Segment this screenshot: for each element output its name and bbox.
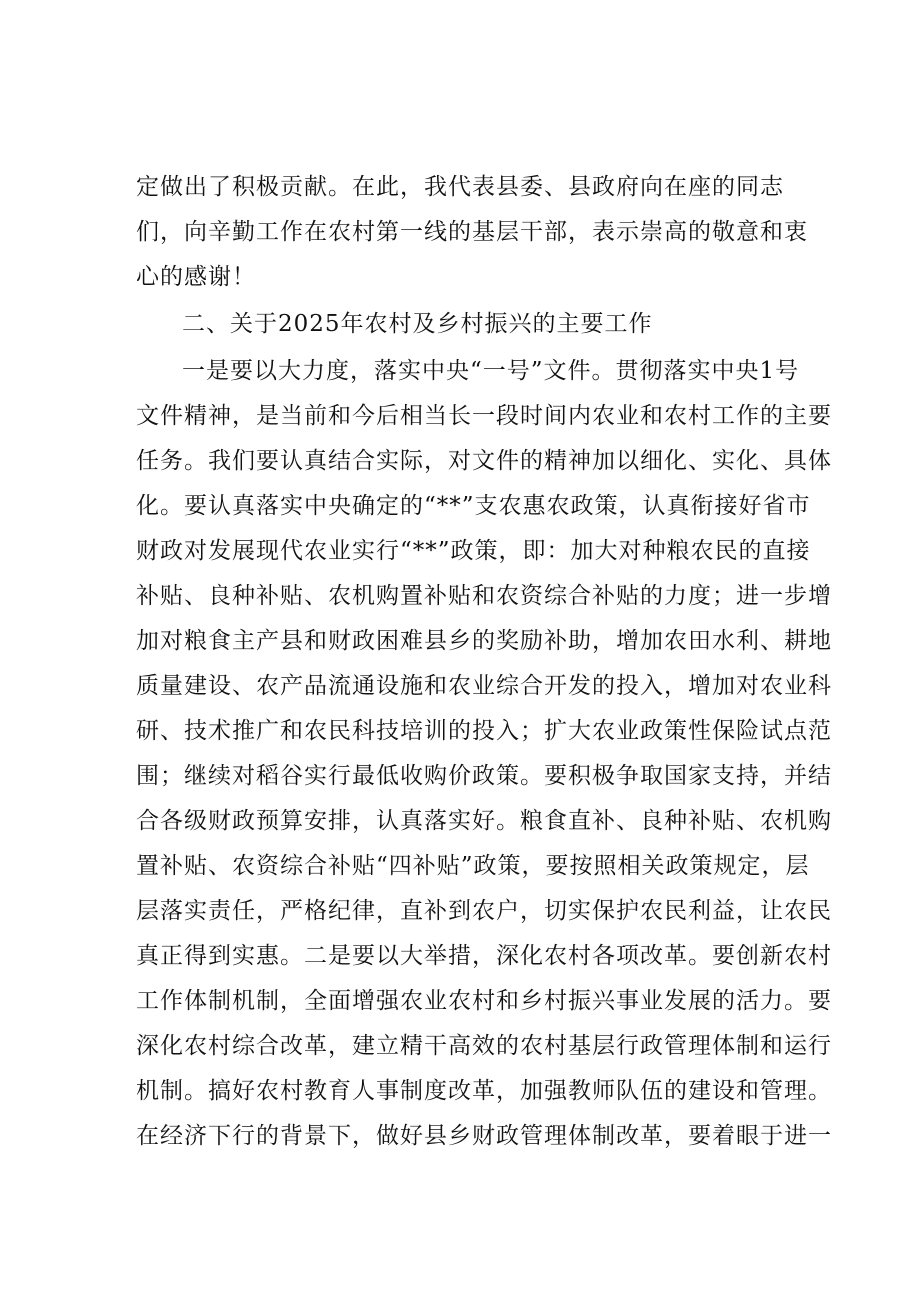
text-line: 围；继续对稻谷实行最低收购价政策。要积极争取国家支持，并结 xyxy=(136,763,832,789)
text-line: 文件精神，是当前和今后相当长一段时间内农业和农村工作的主要 xyxy=(136,403,832,429)
text-line: 财政对发展现代农业实行“**”政策，即：加大对种粮农民的直接 xyxy=(136,538,811,564)
body-paragraph xyxy=(136,349,832,1159)
section-heading-block xyxy=(136,302,800,347)
text-line: 在经济下行的背景下，做好县乡财政管理体制改革，要着眼于进一 xyxy=(136,1123,832,1149)
text-line: 心的感谢！ xyxy=(136,264,256,290)
text-line: 层落实责任，严格纪律，直补到农户，切实保护农民利益，让农民 xyxy=(136,898,832,924)
text-line: 一是要以大力度，落实中央“一号”文件。贯彻落实中央1号 xyxy=(182,358,800,384)
text-line: 任务。我们要认真结合实际，对文件的精神加以细化、实化、具体 xyxy=(136,448,832,474)
text-line: 定做出了积极贡献。在此，我代表县委、县政府向在座的同志 xyxy=(136,174,784,200)
text-line: 合各级财政预算安排，认真落实好。粮食直补、良种补贴、农机购 xyxy=(136,808,832,834)
text-line: 们，向辛勤工作在农村第一线的基层干部，表示崇高的敬意和衷 xyxy=(136,219,808,245)
section-heading: 二、关于2025年农村及乡村振兴的主要工作 xyxy=(182,311,653,337)
text-line: 加对粮食主产县和财政困难县乡的奖励补助，增加农田水利、耕地 xyxy=(136,628,832,654)
continuation-paragraph xyxy=(136,165,808,300)
text-line: 质量建设、农产品流通设施和农业综合开发的投入，增加对农业科 xyxy=(136,673,832,699)
text-line: 研、技术推广和农民科技培训的投入；扩大农业政策性保险试点范 xyxy=(136,718,832,744)
text-line: 真正得到实惠。二是要以大举措，深化农村各项改革。要创新农村 xyxy=(136,943,832,969)
text-line: 机制。搞好农村教育人事制度改革，加强教师队伍的建设和管理。 xyxy=(136,1078,832,1104)
text-line: 补贴、良种补贴、农机购置补贴和农资综合补贴的力度；进一步增 xyxy=(136,583,832,609)
text-line: 化。要认真落实中央确定的“**”支农惠农政策，认真衔接好省市 xyxy=(136,493,811,519)
text-line: 深化农村综合改革，建立精干高效的农村基层行政管理体制和运行 xyxy=(136,1033,832,1059)
text-line: 置补贴、农资综合补贴“四补贴”政策，要按照相关政策规定，层 xyxy=(136,853,810,879)
text-line: 工作体制机制，全面增强农业农村和乡村振兴事业发展的活力。要 xyxy=(136,988,832,1014)
